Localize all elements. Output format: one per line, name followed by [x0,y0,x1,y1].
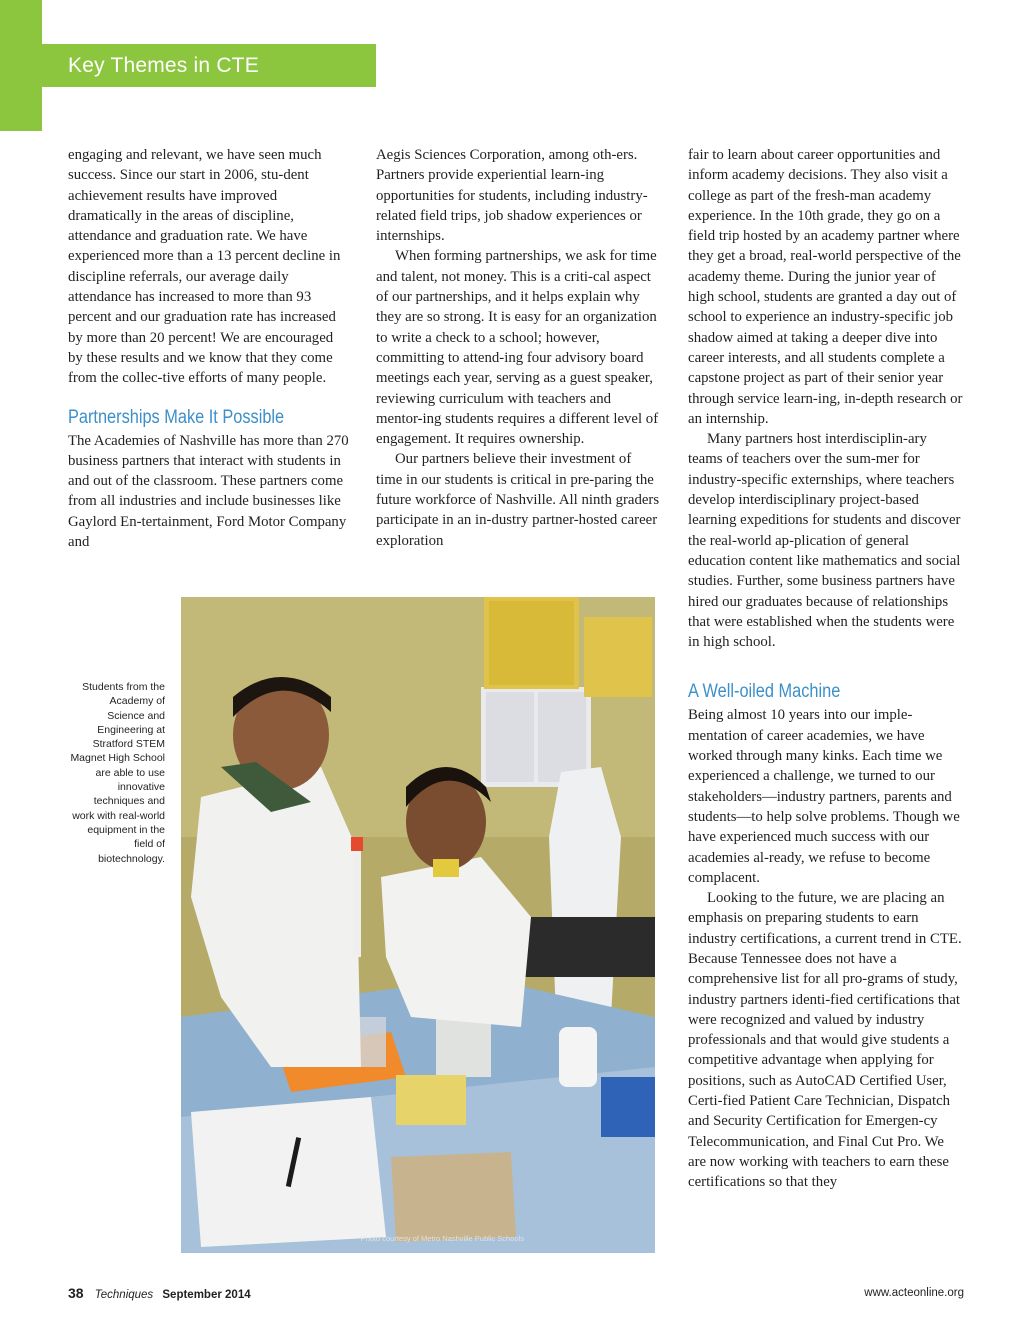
paragraph: Looking to the future, we are placing an emphasis on preparing students to earn industry certifications, a current trend in CTE. Because Tennessee does not have a comprehensive list for all pro-grams of study, industry partners identi-fied certifications that were recognized and valued by industry professionals and that would give students a competitive advantage when applying for positions, such as AutoCAD Certified User, Certi-fied Patient Care Technician, Dispatch and Security Certification for Emergen-cy Telecommunication, and Final Cut Pro. We are now working with teachers to earn these certifications so that they [688,890,962,1191]
subheading-partnerships: Partnerships Make It Possible [68,406,285,428]
paragraph: Many partners host interdisciplin-ary teams of teachers over the sum-mer for industry-specific externships, where teachers develop interdisciplinary project-based learning expeditions for students and discover the real-world ap-plication of general education content like mathematics and social studies. Further, some business partners have hired our graduates because of relationships that were established when the students were in high school. [688,431,961,651]
paragraph: Being almost 10 years into our imple-mentation of career academies, we have worked through many kinks. Each time we experienced a challenge, we turned to our stakeholders—industry partners, parents and students—to help solve problems. Though we have experienced much success with our academies al-ready, we refuse to become complacent. [688,707,960,886]
page-number: 38 [68,1285,84,1301]
header-accent-bar [0,0,42,131]
paragraph: The Academies of Nashville has more than 270 business partners that interact with students in and out of the classroom. These partners come from all industries and include businesses like Gaylord En-tertainment, Ford Motor Company and [68,432,349,551]
paragraph: Aegis Sciences Corporation, among oth-ers. Partners provide experiential learn-ing opportunities for students, including industry-related field trips, job shadow experiences or internships. [376,147,648,245]
text-column-1 [68,145,350,552]
paragraph: fair to learn about career opportunities and inform academy decisions. They also visit a college as part of the fresh-man academy experience. In the 10th grade, they go on a field trip hosted by an academy partner where they get a broad, real-world perspective of the academy theme. During the junior year of high school, students are granted a day out of school to experience an industry-specific job shadow aimed at taking a deeper dive into career interests, and all students complete a capstone project as part of their senior year through service learn-ing, in-depth research or an internship. [688,147,963,427]
section-header [42,44,376,87]
text-column-2 [376,145,660,551]
issue-date: September 2014 [162,1289,251,1301]
photo-caption: Students from the Academy of Science and Engineering at Stratford STEM Magnet High School are able to use innovative techniques and work with real-world equipment in the field of biotechnology. [70,681,165,865]
photo-credit: Photo courtesy of Metro Nashville Public Schools [360,1234,524,1243]
subheading-well-oiled-machine: A Well-oiled Machine [688,681,841,703]
publication-name: Techniques [94,1289,154,1301]
lab-photo-illustration [181,597,655,1253]
text-column-3 [688,145,963,1193]
paragraph: engaging and relevant, we have seen much success. Since our start in 2006, stu-dent achievement results have improved dramatically in the areas of discipline, attendance and graduation rate. We have experienced more than a 13 percent decline in discipline referrals, our average daily attendance has increased to more than 93 percent and our graduation rate has increased by more than 20 percent! We are encouraged by these results and we know that they come from the collec-tive efforts of many people. [68,147,341,387]
website-url: www.acteonline.org [864,1287,964,1299]
paragraph: Our partners believe their investment of time in our students is critical in pre-paring the future workforce of Nashville. All ninth graders participate in an in-dustry partner-hosted career exploration [376,451,660,549]
section-title: Key Themes in CTE [68,54,259,77]
lab-photo [181,597,655,1253]
page-footer [68,1285,964,1303]
paragraph: When forming partnerships, we ask for time and talent, not money. This is a criti-cal aspect of our partnerships, and it helps explain why they are so strong. It is easy for an organization to write a check to a school; however, committing to attend-ing four advisory board meetings each year, serving as a guest speaker, reviewing curriculum with teachers and mentor-ing students requires a different level of engagement. It requires ownership. [376,248,659,448]
